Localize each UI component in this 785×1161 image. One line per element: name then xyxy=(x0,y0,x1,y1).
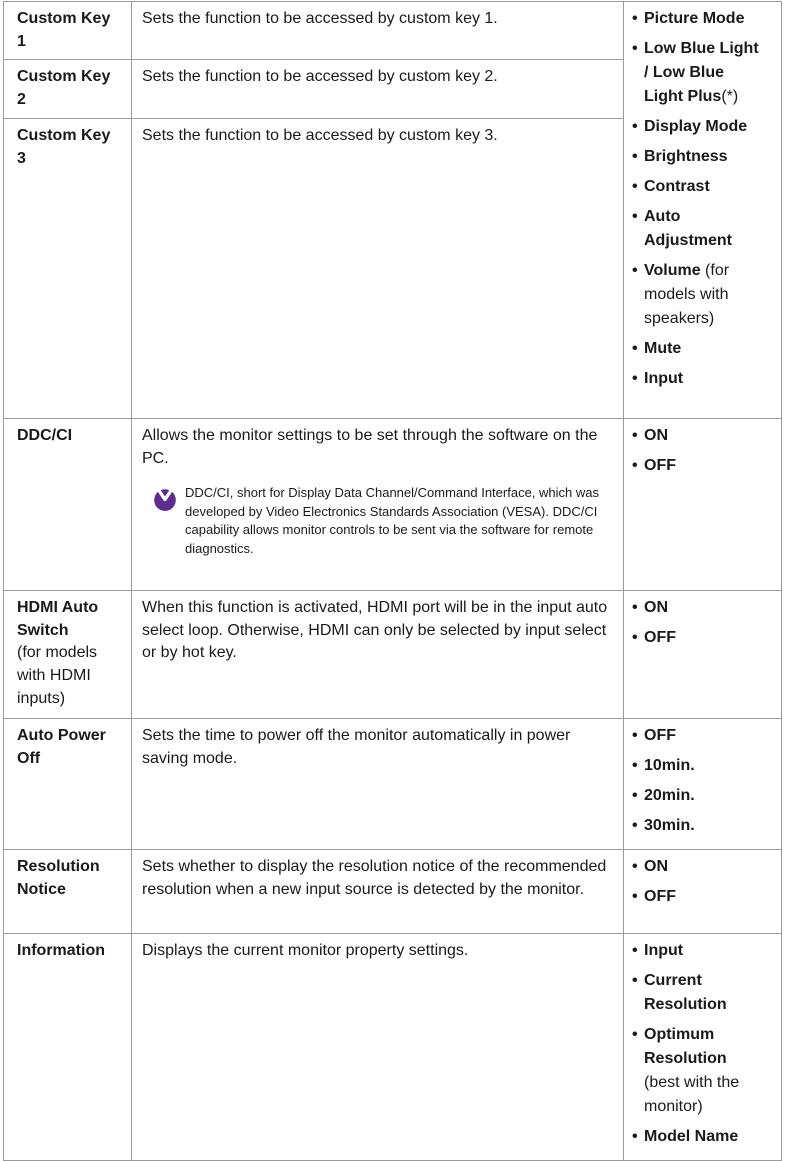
setting-description: Sets the time to power off the monitor automatically in power saving mode. xyxy=(142,726,571,767)
options-list xyxy=(632,596,761,650)
option-item xyxy=(632,969,761,1017)
option-label: 20min. xyxy=(644,786,695,804)
setting-description: Sets the function to be accessed by custom key 1. xyxy=(142,10,498,27)
options-list xyxy=(632,424,761,478)
option-label: Brightness xyxy=(644,148,728,165)
setting-description-cell xyxy=(132,60,624,118)
setting-description-cell xyxy=(132,718,624,849)
option-label-suffix: (*) xyxy=(721,88,739,105)
option-item xyxy=(632,175,761,199)
option-label: OFF xyxy=(644,726,676,744)
setting-name: Custom Key 1 xyxy=(17,10,111,50)
monitor-settings-table xyxy=(3,1,782,1161)
option-label: Auto Adjustment xyxy=(644,208,732,249)
option-label: 10min. xyxy=(644,756,695,774)
option-item xyxy=(632,596,761,620)
setting-description-cell xyxy=(132,418,624,590)
table-row xyxy=(4,933,782,1160)
option-item xyxy=(632,205,761,253)
option-label: ON xyxy=(644,426,668,444)
setting-description: Allows the monitor settings to be set through the software on the PC. xyxy=(142,426,598,467)
setting-name-cell xyxy=(4,849,132,933)
setting-description-cell xyxy=(132,933,624,1160)
setting-name: Custom Key 3 xyxy=(17,126,111,167)
setting-description: Displays the current monitor property settings. xyxy=(142,941,469,959)
option-label: ON xyxy=(644,857,668,875)
note-icon xyxy=(152,486,178,512)
option-item xyxy=(632,37,761,109)
option-item xyxy=(632,724,761,748)
options-cell xyxy=(624,718,782,849)
setting-name-cell xyxy=(4,60,132,118)
options-cell xyxy=(624,933,782,1160)
option-item xyxy=(632,259,761,331)
option-item xyxy=(632,855,761,879)
option-item xyxy=(632,337,761,361)
option-item xyxy=(632,1023,761,1119)
setting-name-cell xyxy=(4,118,132,418)
options-list xyxy=(632,855,761,909)
option-item xyxy=(632,626,761,650)
options-cell xyxy=(624,418,782,590)
setting-name: DDC/CI xyxy=(17,426,73,444)
setting-name-cell xyxy=(4,2,132,60)
setting-name: Custom Key 2 xyxy=(17,68,111,109)
setting-name: HDMI Auto Switch xyxy=(17,598,99,639)
setting-description: When this function is activated, HDMI port will be in the input auto select loop. Otherwise, HDMI can only be selected by input select or by hot key. xyxy=(142,598,608,662)
option-item xyxy=(632,115,761,139)
setting-name: Auto Power Off xyxy=(17,726,106,767)
setting-description-cell xyxy=(132,590,624,718)
option-item xyxy=(632,454,761,478)
table-row xyxy=(4,718,782,849)
options-cell xyxy=(624,590,782,718)
option-label: Low Blue Light / Low Blue Light Plus xyxy=(644,40,759,105)
setting-description: Sets the function to be accessed by custom key 3. xyxy=(142,126,498,144)
option-item xyxy=(632,145,761,169)
option-label: 30min. xyxy=(644,816,695,834)
options-list xyxy=(632,724,761,838)
option-item xyxy=(632,754,761,778)
setting-description: Sets the function to be accessed by custom key 2. xyxy=(142,68,498,86)
option-label: Optimum Resolution xyxy=(644,1025,727,1067)
option-label: Volume xyxy=(644,262,701,279)
option-label-suffix: (for models with speakers) xyxy=(644,262,730,327)
option-label: Input xyxy=(644,370,684,387)
note xyxy=(152,484,611,558)
option-item xyxy=(632,784,761,808)
option-label: OFF xyxy=(644,456,676,474)
option-label: Contrast xyxy=(644,178,710,195)
setting-description-cell xyxy=(132,2,624,60)
table-row xyxy=(4,418,782,590)
option-label-suffix: (best with the monitor) xyxy=(644,1073,740,1115)
options-list xyxy=(632,7,761,391)
option-item xyxy=(632,7,761,31)
setting-name-cell xyxy=(4,933,132,1160)
setting-description: Sets whether to display the resolution notice of the recommended resolution when a new input source is detected by the monitor. xyxy=(142,857,607,898)
option-item xyxy=(632,1125,761,1149)
option-label: OFF xyxy=(644,628,676,646)
table-row xyxy=(4,2,782,60)
option-label: ON xyxy=(644,598,668,616)
note-text: DDC/CI, short for Display Data Channel/Command Interface, which was developed by Video Electronics Standards Association (VESA). DDC/CI capability allows monitor controls to be sent via the software for remote diagnostics. xyxy=(185,485,599,556)
setting-name: Resolution Notice xyxy=(17,857,100,898)
option-label: Current Resolution xyxy=(644,971,727,1013)
option-item xyxy=(632,885,761,909)
options-list xyxy=(632,939,761,1149)
table-row xyxy=(4,849,782,933)
table-row xyxy=(4,590,782,718)
option-label: Display Mode xyxy=(644,118,748,135)
option-label: Input xyxy=(644,941,684,959)
setting-name-cell xyxy=(4,590,132,718)
option-label: OFF xyxy=(644,887,676,905)
option-item xyxy=(632,424,761,448)
setting-name-suffix: (for models with HDMI inputs) xyxy=(17,644,98,707)
options-cell xyxy=(624,849,782,933)
setting-description-cell xyxy=(132,849,624,933)
option-label: Mute xyxy=(644,340,682,357)
setting-description-cell xyxy=(132,118,624,418)
option-label: Model Name xyxy=(644,1127,739,1145)
option-item xyxy=(632,367,761,391)
option-item xyxy=(632,814,761,838)
options-cell xyxy=(624,2,782,419)
setting-name-cell xyxy=(4,418,132,590)
option-label: Picture Mode xyxy=(644,10,745,27)
setting-name: Information xyxy=(17,941,105,959)
option-item xyxy=(632,939,761,963)
setting-name-cell xyxy=(4,718,132,849)
